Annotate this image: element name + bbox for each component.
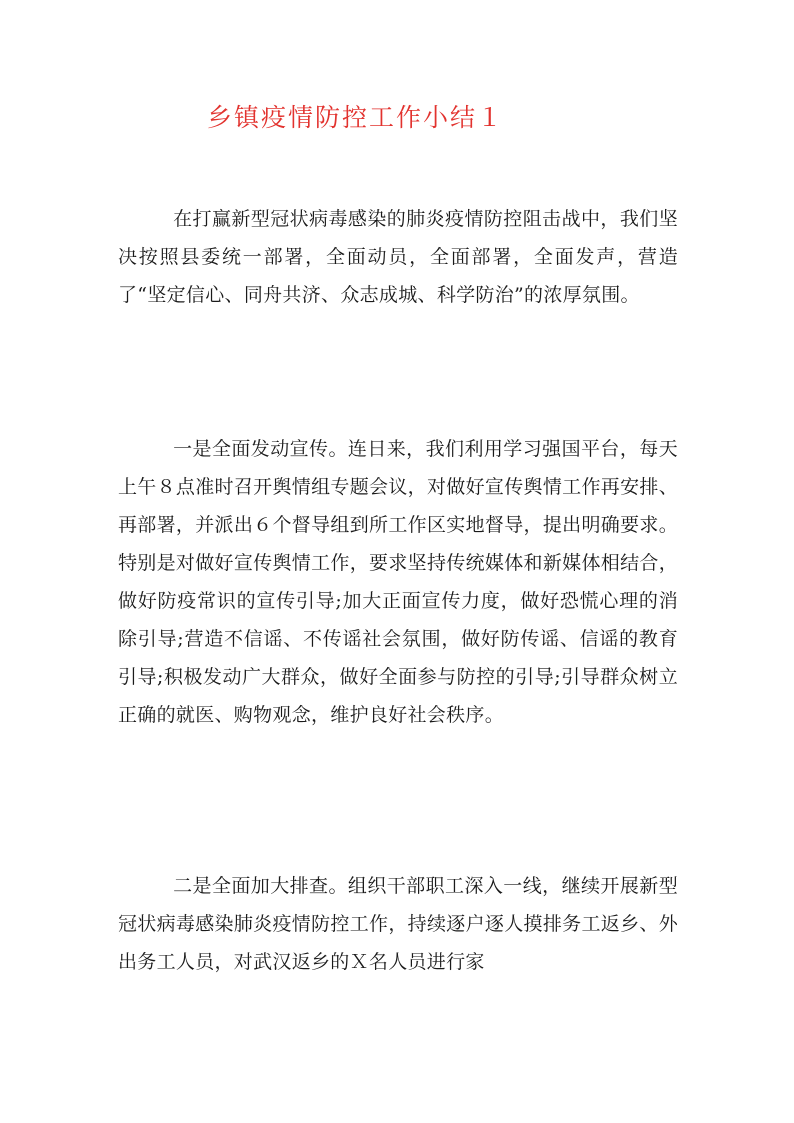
- document-title: 乡镇疫情防控工作小结１: [207, 103, 505, 132]
- paragraph-intro: 在打赢新型冠状病毒感染的肺炎疫情防控阻击战中，我们坚决按照县委统一部署，全面动员，全面部署，全面发声，营造了“坚定信心、同舟共济、众志成城、科学防治”的浓厚氛围。: [118, 208, 678, 306]
- paragraph-screening: 二是全面加大排查。组织干部职工深入一线，继续开展新型冠状病毒感染肺炎疫情防控工作，持续逐户逐人摸排务工返乡、外出务工人员，对武汉返乡的Ｘ名人员进行家: [118, 875, 678, 973]
- paragraph-publicity: 一是全面发动宣传。连日来，我们利用学习强国平台，每天上午８点准时召开舆情组专题会议，对做好宣传舆情工作再安排、再部署，并派出６个督导组到所工作区实地督导，提出明确要求。特别是对做好宣传舆情工作，要求坚持传统媒体和新媒体相结合，做好防疫常识的宣传引导;加大正面宣传力度，做好恐慌心理的消除引导;营造不信谣、不传谣社会氛围，做好防传谣、信谣的教育引导;积极发动广大群众，做好全面参与防控的引导;引导群众树立正确的就医、购物观念，维护良好社会秩序。: [118, 438, 678, 726]
